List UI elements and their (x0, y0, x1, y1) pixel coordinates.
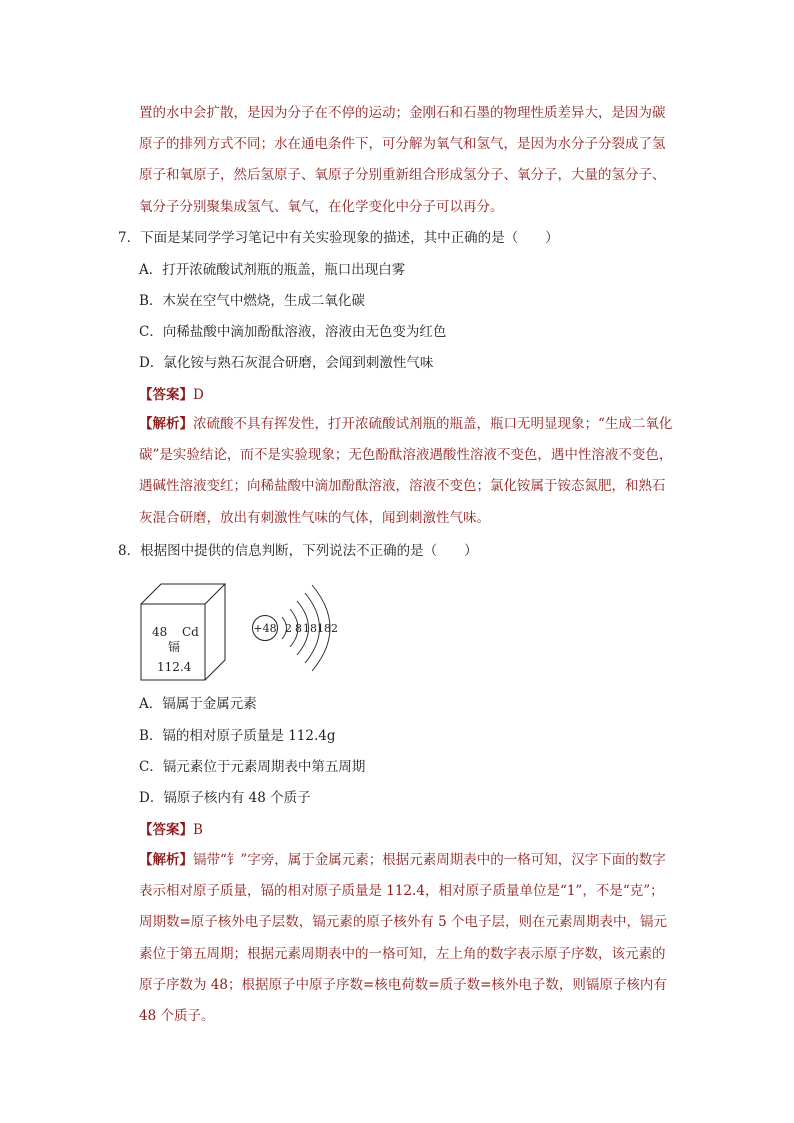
q8-analysis (139, 845, 675, 1032)
q7-option-a: A．打开浓硫酸试剂瓶的瓶盖，瓶口出现白雾 (139, 262, 406, 278)
shell-electrons-4: 18 (317, 622, 331, 635)
atomic-number: 48 (152, 625, 168, 639)
atom-structure (253, 585, 339, 671)
shell-electrons-1: 2 (285, 622, 292, 635)
cadmium-figure (140, 582, 360, 684)
element-name: 镉 (168, 640, 181, 654)
q8-option-d: D．镉原子核内有 48 个质子 (139, 790, 311, 806)
q8-answer (139, 820, 203, 840)
q7-answer-value: D (193, 387, 204, 403)
shell-electrons-2: 8 (295, 622, 302, 635)
q7-option-b: B．木炭在空气中燃烧，生成二氧化碳 (139, 293, 365, 309)
prev-explanation: 置的水中会扩散，是因为分子在不停的运动；金刚石和石墨的物理性质差异大，是因为碳原子的排列方式不同；水在通电条件下，可分解为氧气和氢气，是因为水分子分裂成了氢原子和氧原子，然后氢原子、氧原子分别重新组合形成氢分子、氧分子，大量的氢分子、氧分子分别聚集成氢气、氧气，在化学变化中分子可以再分。 (139, 105, 666, 215)
q8-analysis-text: 镉带“钅”字旁，属于金属元素；根据元素周期表中的一格可知，汉字下面的数字表示相对原子质量，镉的相对原子质量是 112.4，相对原子质量单位是“1”，不是“克”；周期数=原子核外电子层数，镉元素的原子核外有 5 个电子层，则在元素周期表中，镉元素位于第五周期；根据元素周期表中的一格可知，左上角的数字表示原子序数，该元素的原子序数为 48；根据原子中原子序数=核电荷数=质子数=核外电子数，则镉原子核内有 48 个质子。 (139, 852, 667, 1025)
q8-option-b: B．镉的相对原子质量是 112.4g (139, 728, 336, 744)
q7-answer-tag: 【答案】 (139, 387, 193, 403)
nucleus-charge: +48 (253, 622, 277, 635)
q8-answer-tag: 【答案】 (139, 822, 193, 838)
q8-option-a: A．镉属于金属元素 (139, 696, 257, 712)
q8-option-c: C．镉元素位于元素周期表中第五周期 (139, 759, 366, 775)
q7-stem: 7．下面是某同学学习笔记中有关实验现象的描述，其中正确的是（ ） (118, 230, 559, 246)
q7-option-d: D．氯化铵与熟石灰混合研磨，会闻到刺激性气味 (139, 355, 434, 371)
q8-stem: 8．根据图中提供的信息判断，下列说法不正确的是（ ） (118, 543, 478, 559)
q7-analysis-text: 浓硫酸不具有挥发性，打开浓硫酸试剂瓶的瓶盖，瓶口无明显现象；“生成二氧化碳”是实验结论，而不是实验现象；无色酚酞溶液遇酸性溶液不变色，遇中性溶液不变色，遇碱性溶液变红；向稀盐酸中滴加酚酞溶液，溶液不变色；氯化铵属于铵态氮肥，和熟石灰混合研磨，放出有刺激性气味的气体，闻到刺激性气味。 (139, 416, 673, 526)
shell-electrons-3: 18 (303, 622, 317, 635)
q7-answer (139, 385, 204, 405)
cube-top (141, 584, 225, 604)
q8-analysis-tag: 【解析】 (139, 852, 193, 868)
q7-analysis (139, 409, 675, 534)
q7-option-c: C．向稀盐酸中滴加酚酞溶液，溶液由无色变为红色 (139, 324, 447, 340)
cube-side (205, 584, 225, 680)
atomic-mass: 112.4 (157, 660, 192, 674)
shell-electrons-5: 2 (331, 622, 338, 635)
element-symbol: Cd (182, 625, 199, 639)
q8-answer-value: B (193, 822, 203, 838)
q7-analysis-tag: 【解析】 (139, 416, 193, 432)
